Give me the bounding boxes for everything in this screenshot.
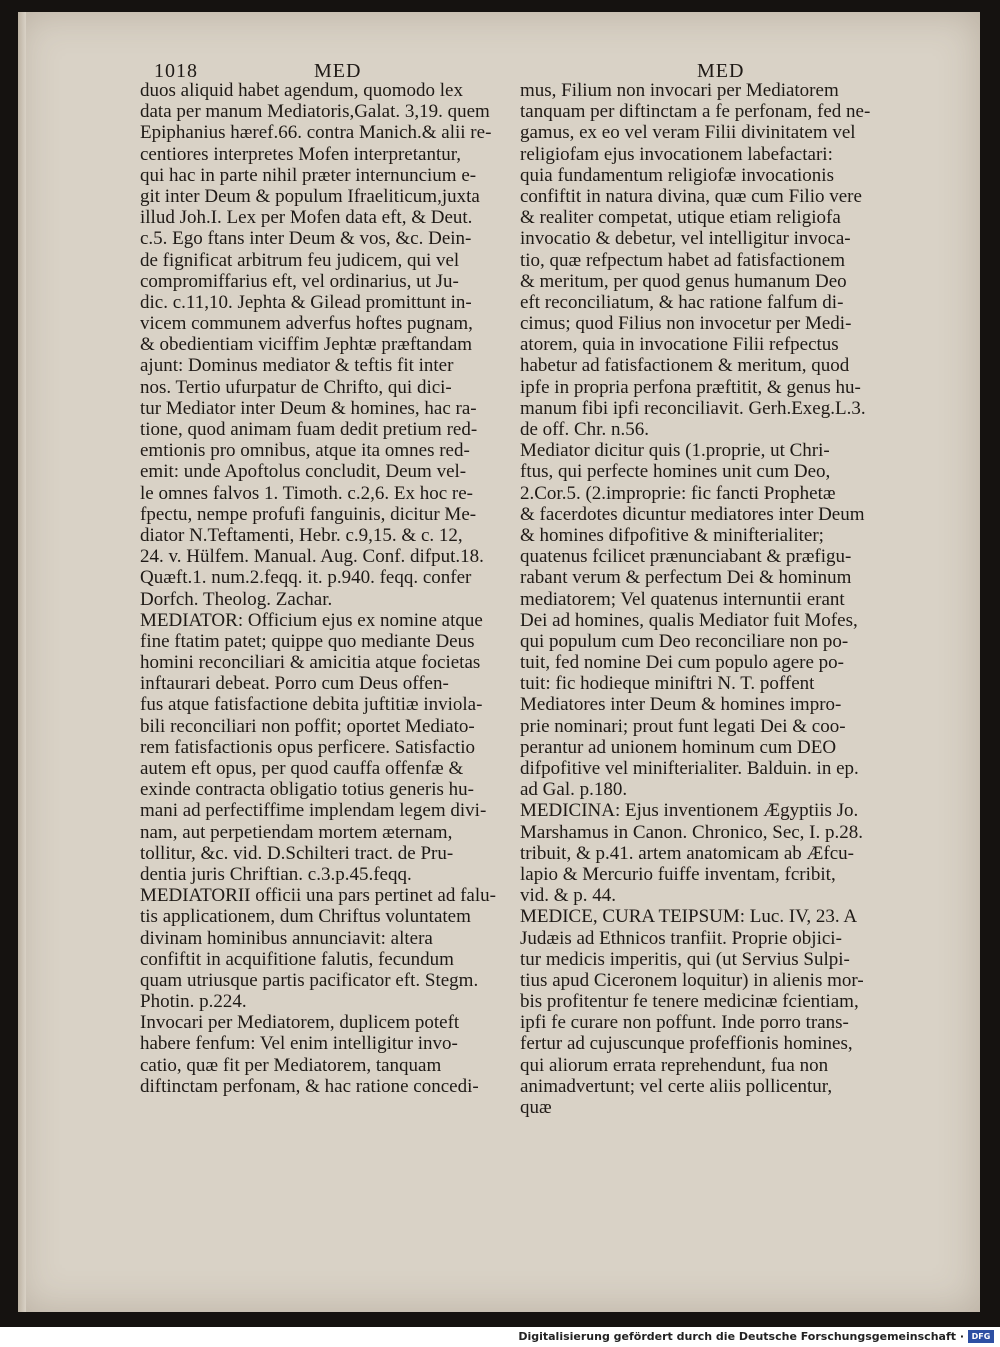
text-line: ad Gal. p.180. xyxy=(520,779,628,801)
text-line: inftaurari debeat. Porro cum Deus offen- xyxy=(140,673,449,695)
text-line: vid. & p. 44. xyxy=(520,885,617,907)
text-line: confiftit in acquifitione falutis, fecundum xyxy=(140,948,454,970)
text-line: de fignificat arbitrum feu judicem, qui vel xyxy=(140,249,460,271)
text-line: manum fibi ipfi reconciliavit. Gerh.Exeg.L.3. xyxy=(520,397,866,419)
text-line: Dorfch. Theolog. Zachar. xyxy=(140,588,333,610)
text-line: quam utriusque partis pacificator eft. Stegm. xyxy=(140,969,479,991)
text-line: difpofitive vel minifterialiter. Balduin. in ep. xyxy=(520,758,859,779)
text-line: centiores interpretes Mofen interpretantur, xyxy=(140,143,462,165)
text-line: gamus, ex eo vel veram Filii divinitatem vel xyxy=(520,122,856,144)
text-line: tanquam per diftinctam a fe perfonam, fed ne- xyxy=(520,101,871,123)
text-line: animadvertunt; vel certe aliis pollicentur, xyxy=(520,1075,833,1097)
text-line: qui aliorum errata reprehendunt, fua non xyxy=(520,1054,829,1076)
text-line: quia fundamentum religiofæ invocationis xyxy=(520,164,834,186)
text-line: ftus, qui perfecte homines unit cum Deo, xyxy=(520,461,831,483)
text-line: MEDICE, CURA TEIPSUM: Luc. IV, 23. A xyxy=(520,906,858,928)
footer-credit: Digitalisierung gefördert durch die Deutsche Forschungsgemeinschaft · xyxy=(518,1330,964,1343)
text-line: 2.Cor.5. (2.improprie: fic fancti Prophetæ xyxy=(520,482,836,504)
text-line: homini reconciliari & amicitia atque focietas xyxy=(140,652,481,674)
text-line: ajunt: Dominus mediator & teftis fit inter xyxy=(140,355,454,377)
text-line: & facerdotes dicuntur mediatores inter Deum xyxy=(520,503,865,525)
running-head-right: MED xyxy=(697,60,745,82)
text-line: ipfe in propria perfona præftitit, & genus hu- xyxy=(520,376,861,398)
text-line: Judæis ad Ethnicos tranfiit. Proprie objici- xyxy=(520,927,842,949)
text-line: & realiter competat, utique etiam religiofa xyxy=(520,207,841,229)
text-line: qui populum cum Deo reconciliare non po- xyxy=(520,630,849,652)
text-line: MEDIATOR: Officium ejus ex nomine atque xyxy=(140,609,483,631)
text-line: tis applicationem, dum Chriftus voluntatem xyxy=(140,906,471,928)
text-line: dentia juris Chriftian. c.3.p.45.feqq. xyxy=(140,863,412,885)
text-line: c.5. Ego ftans inter Deum & vos, &c. Dein- xyxy=(140,228,472,250)
text-line: tio, quæ refpectum habet ad fatisfactionem xyxy=(520,249,845,271)
text-line: divinam hominibus annunciavit: altera xyxy=(140,927,433,949)
text-line: eft reconciliatum, & hac ratione falfum di- xyxy=(520,291,844,313)
text-column-right xyxy=(520,80,910,1118)
text-line: emtionis pro omnibus, atque ita omnes red- xyxy=(140,440,470,462)
text-line: fertur ad cujuscunque profeffionis homines, xyxy=(520,1033,853,1055)
text-line: tollitur, &c. vid. D.Schilteri tract. de Pru- xyxy=(140,842,454,864)
text-line: Photin. p.224. xyxy=(140,991,247,1013)
text-line: compromiffarius eft, vel ordinarius, ut Ju- xyxy=(140,270,459,292)
text-line: rem fatisfactionis opus perficere. Satisfactio xyxy=(140,736,476,758)
text-line: & obedientiam viciffim Jephtæ præftandam xyxy=(140,334,473,356)
text-line: quæ xyxy=(520,1097,552,1118)
text-line: Dei ad homines, qualis Mediator fuit Mofes, xyxy=(520,609,858,631)
text-line: qui hac in parte nihil præter internuncium e- xyxy=(140,164,477,186)
text-line: atorem, quia in invocatione Filii refpectus xyxy=(520,334,839,356)
text-line: diftinctam perfonam, & hac ratione concedi- xyxy=(140,1075,479,1097)
text-line: bili reconciliari non poffit; oportet Mediato- xyxy=(140,715,475,737)
text-line: tius apud Ciceronem loquitur) in alienis mor- xyxy=(520,969,864,991)
text-line: git inter Deum & populum Ifraeliticum,juxta xyxy=(140,185,480,207)
text-line: data per manum Mediatoris,Galat. 3,19. quem xyxy=(140,101,490,123)
text-line: tuit: fic hodieque miniftri N. T. poffent xyxy=(520,673,815,695)
text-line: Marshamus in Canon. Chronico, Sec, I. p.28. xyxy=(520,821,864,843)
text-line: Mediatores inter Deum & homines impro- xyxy=(520,694,842,716)
text-line: fine ftatim patet; quippe quo mediante Deus xyxy=(140,630,475,652)
text-line: vicem communem adverfus hoftes pugnam, xyxy=(140,313,473,335)
text-line: confiftit in natura divina, quæ cum Filio vere xyxy=(520,185,862,207)
text-line: duos aliquid habet agendum, quomodo lex xyxy=(140,80,463,101)
text-line: emit: unde Apoftolus concludit, Deum vel- xyxy=(140,461,467,483)
text-line: fus atque fatisfactione debita juftitiæ inviola- xyxy=(140,694,483,716)
text-line: Mediator dicitur quis (1.proprie, ut Chri- xyxy=(520,440,830,462)
text-line: ipfi fe curare non poffunt. Inde porro trans- xyxy=(520,1012,849,1034)
dfg-logo: DFG xyxy=(968,1330,994,1343)
text-line: catio, quæ fit per Mediatorem, tanquam xyxy=(140,1054,442,1076)
text-line: prie nominari; prout funt legati Dei & coo- xyxy=(520,715,846,737)
digitization-footer xyxy=(0,1327,1000,1347)
text-line: 24. v. Hülfem. Manual. Aug. Conf. difput.18. xyxy=(140,546,484,568)
text-line: mus, Filium non invocari per Mediatorem xyxy=(520,80,839,101)
text-line: diator N.Teftamenti, Hebr. c.9,15. & c. 12, xyxy=(140,524,463,546)
text-line: habere fenfum: Vel enim intelligitur invo- xyxy=(140,1033,458,1055)
text-line: Epiphanius hæref.66. contra Manich.& alii re- xyxy=(140,122,492,144)
text-line: mani ad perfectiffime implendam legem divi- xyxy=(140,800,487,822)
text-line: Invocari per Mediatorem, duplicem poteft xyxy=(140,1012,460,1034)
text-line: illud Joh.I. Lex per Mofen data eft, & Deut. xyxy=(140,207,473,229)
text-line: mediatorem; Vel quatenus internuntii erant xyxy=(520,588,845,610)
text-line: habetur ad fatisfactionem & meritum, quod xyxy=(520,355,850,377)
text-line: lapio & Mercurio fuiffe inventam, fcribit, xyxy=(520,863,836,885)
text-line: rabant verum & perfectum Dei & hominum xyxy=(520,567,852,589)
text-line: tione, quod animam fuam dedit pretium red- xyxy=(140,419,478,440)
text-line: perantur ad unionem hominum cum DEO xyxy=(520,736,837,758)
text-line: tuit, fed nomine Dei cum populo agere po- xyxy=(520,652,844,674)
text-line: religiofam ejus invocationem labefactari: xyxy=(520,143,833,165)
text-line: & homines difpofitive & minifterialiter; xyxy=(520,524,824,546)
text-line: fpectu, nempe profufi fanguinis, dicitur Me- xyxy=(140,503,477,525)
text-line: de off. Chr. n.56. xyxy=(520,419,649,440)
running-head-left: MED xyxy=(314,60,362,82)
text-line: nos. Tertio ufurpatur de Chrifto, qui dici- xyxy=(140,376,452,398)
text-column-left xyxy=(140,80,520,1097)
text-line: exinde contracta obligatio totius generis hu- xyxy=(140,779,474,801)
text-line: tur Mediator inter Deum & homines, hac ra- xyxy=(140,397,477,419)
text-line: tribuit, & p.41. artem anatomicam ab Æfcu- xyxy=(520,842,854,864)
text-line: MEDIATORII officii una pars pertinet ad falu- xyxy=(140,885,496,907)
text-line: dic. c.11,10. Jephta & Gilead promittunt in- xyxy=(140,291,472,313)
page-gutter-shadow xyxy=(18,12,26,1312)
text-line: bis profitentur fe tenere medicinæ fcientiam, xyxy=(520,991,859,1013)
text-line: tur medicis imperitis, qui (ut Servius Sulpi- xyxy=(520,948,850,970)
text-line: invocatio & debetur, vel intelligitur invoca- xyxy=(520,228,851,250)
text-line: autem eft opus, per quod cauffa offenfæ & xyxy=(140,758,464,779)
text-line: quatenus fcilicet prænunciabant & præfigu- xyxy=(520,546,852,568)
text-line: Quæft.1. num.2.feqq. it. p.940. feqq. confer xyxy=(140,567,472,589)
text-line: MEDICINA: Ejus inventionem Ægyptiis Jo. xyxy=(520,800,859,822)
text-line: nam, aut perpetiendam mortem æternam, xyxy=(140,821,453,843)
page-number: 1018 xyxy=(154,60,198,82)
text-line: le omnes falvos 1. Timoth. c.2,6. Ex hoc re- xyxy=(140,482,473,504)
text-line: cimus; quod Filius non invocetur per Medi- xyxy=(520,313,852,335)
text-line: & meritum, per quod genus humanum Deo xyxy=(520,270,847,292)
